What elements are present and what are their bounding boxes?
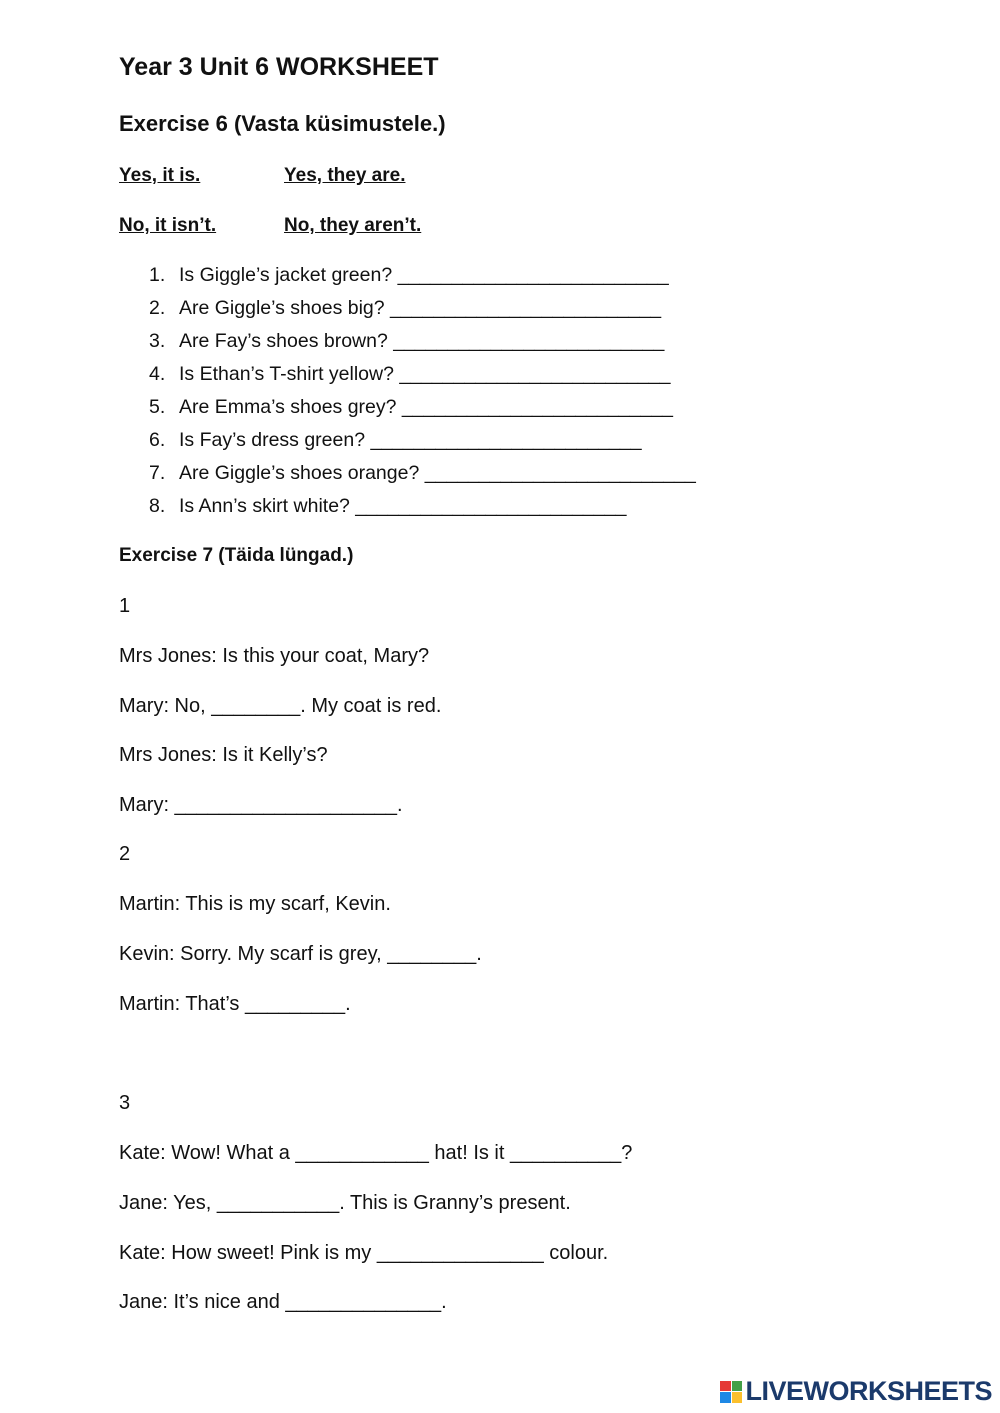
liveworksheets-logo [720,1376,992,1407]
question-item [149,427,642,453]
question-number: 3. [149,330,166,352]
dialog-number: 1 [119,595,131,617]
dialog-number: 3 [119,1092,131,1114]
question-text: Is Giggle’s jacket green? _________________________ [179,264,669,286]
dialog-line: Kate: Wow! What a ____________ hat! Is it __________? [119,1142,633,1164]
exercise-7-heading: Exercise 7 (Täida lüngad.) [119,545,354,566]
dialog-line: Martin: This is my scarf, Kevin. [119,893,391,915]
question-number: 1. [149,264,166,286]
question-item [149,361,671,387]
question-text: Is Ethan’s T-shirt yellow? _________________________ [179,363,671,385]
dialog-line: Mary: No, ________. My coat is red. [119,695,442,717]
logo-grid-icon [720,1381,742,1403]
answer-option: No, they aren’t. [284,215,422,236]
question-number: 4. [149,363,166,385]
dialog-line: Jane: Yes, ___________. This is Granny’s present. [119,1192,571,1214]
dialog-line: Mrs Jones: Is this your coat, Mary? [119,645,430,667]
answer-option: Yes, it is. [119,165,201,186]
logo-text: LIVEWORKSHEETS [745,1376,992,1406]
question-number: 8. [149,495,166,517]
question-text: Are Fay’s shoes brown? _________________________ [179,330,665,352]
question-item [149,394,673,420]
question-text: Are Emma’s shoes grey? _________________________ [179,396,674,418]
question-item [149,493,626,519]
answer-option: No, it isn’t. [119,215,217,236]
dialog-line: Mary: ____________________. [119,794,403,816]
question-number: 2. [149,297,166,319]
dialog-line: Kate: How sweet! Pink is my _______________ colour. [119,1242,609,1264]
question-text: Is Fay’s dress green? _________________________ [179,429,642,451]
exercise-6-heading: Exercise 6 (Vasta küsimustele.) [119,111,446,136]
dialog-line: Kevin: Sorry. My scarf is grey, ________. [119,943,482,965]
question-item [149,295,661,321]
question-item [149,460,696,486]
dialog-line: Jane: It’s nice and ______________. [119,1291,447,1313]
question-text: Are Giggle’s shoes orange? _________________________ [179,462,696,484]
question-item [149,328,664,354]
dialog-line: Martin: That’s _________. [119,993,351,1015]
question-number: 5. [149,396,166,418]
question-number: 7. [149,462,166,484]
page-title: Year 3 Unit 6 WORKSHEET [119,53,439,81]
question-text: Are Giggle’s shoes big? _________________________ [179,297,662,319]
dialog-line: Mrs Jones: Is it Kelly’s? [119,744,328,766]
question-number: 6. [149,429,166,451]
question-item [149,262,669,288]
question-text: Is Ann’s skirt white? _________________________ [179,495,627,517]
dialog-number: 2 [119,843,131,865]
answer-option: Yes, they are. [284,165,406,186]
